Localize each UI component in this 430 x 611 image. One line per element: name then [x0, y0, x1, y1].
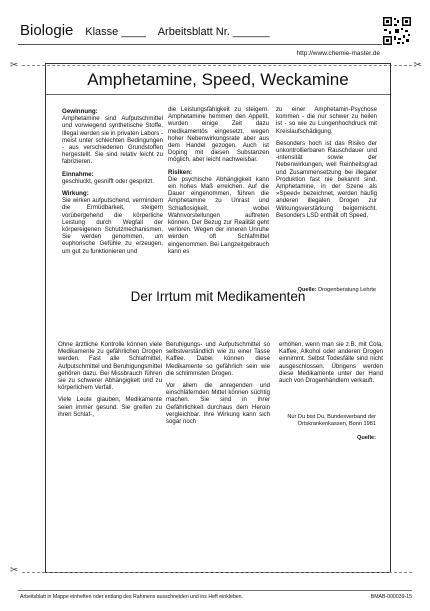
section-column-1	[58, 341, 162, 423]
section-title: Der Irrtum mit Medikamenten	[130, 289, 306, 304]
text-einnahme: geschluckt, gesnifft oder gespritzt.	[62, 177, 155, 185]
source-text: Drogenberatung Lehrte	[318, 287, 376, 293]
subject-label: Biologie	[20, 22, 74, 39]
header-rule	[18, 44, 412, 45]
article-column-1	[62, 106, 163, 260]
cut-line-bottom	[22, 572, 412, 573]
class-label: Klasse ____	[85, 26, 146, 38]
section-source-text: Nur Du bist Du, Bundesverband der Ortskrankenkassen, Bonn 1981	[287, 414, 376, 427]
text-kontrolle: Ohne ärztliche Kontrolle können viele Medikamente zu gefährlichen Drogen werden. Fast alle Schlafmittel, Aufputschmittel und Beruhigungsmittel gehören dazu. Bei Missbrauch führen sie zu schwerer Abhängigkeit und zu körperlichem Verfall.	[58, 341, 162, 392]
heading-risiken: Risiken:	[168, 168, 193, 176]
footer-code: BMAB-000039-15	[370, 594, 412, 600]
heading-wirkung: Wirkung:	[62, 190, 89, 198]
section-column-3	[279, 341, 383, 389]
text-psychose: zu einer Amphetamin-Psychose kommen - die nur schwer zu heilen ist - so wie zu Lungenhochdruck mit Kreislaufschädigung.	[276, 106, 377, 135]
website-url[interactable]: http://www.chemie-master.de	[296, 50, 380, 57]
sheet-label: Arbeitsblatt Nr. ______	[157, 26, 270, 38]
source-label: Quelle:	[297, 287, 317, 293]
heading-einnahme: Einnahme:	[62, 170, 94, 178]
section-column-2	[166, 341, 270, 430]
article-column-2	[168, 106, 269, 260]
footer-rule	[18, 590, 412, 591]
qr-code-icon	[382, 16, 412, 46]
text-glauben: Viele Leute glauben, Medikamente seien immer gesund. Sie greifen zu ihren Schlaf-,	[58, 396, 162, 418]
text-wirkung: Sie wirken aufputschend, vermindern die Ermüdbarkeit, steigern vorübergehend die körperliche Leistung durch Wegfall der körpereigenen Schutzmechanismen. Sie werden genommen, um euphorische Gefühle zu erzeugen, um gut zu funktionieren und	[62, 197, 163, 255]
header-title	[20, 22, 270, 39]
article-title: Amphetamine, Speed, Weckamine	[87, 70, 349, 89]
title-rule	[46, 94, 390, 95]
text-anregend: Vor allem die anregenden und einschläfernden Mittel können süchtig machen. Sie sind in ihrer Gefährlichkeit durchaus dem Heroin vergleichbar. Ihre Wirkung kann sich sogar noch	[166, 382, 270, 426]
article-frame	[45, 63, 391, 573]
text-risiken: Die psychische Abhängigkeit kann ein hohes Maß erreichen. Auf die Dauer eingenommen, führen die Amphetamine zu Unrast und Schlaflosigkeit, wobei Wahnvorstellungen auftreten können. Der Bezug zur Realität geht verloren. Wegen der inneren Unruhe werden oft Schlafmittel eingenommen. Bei Langzeitgebrauch kann es	[168, 175, 269, 255]
scissors-icon-bottom: ✂	[10, 565, 19, 576]
scissors-icon: ✂	[10, 60, 19, 71]
text-erhoehen: erhöhen, wenn man sie z.B. mit Cola, Kaffee, Alkohol oder anderen Drogen einnimmt. Selbst Todesfälle sind nicht ausgeschlossen. Übrigens werden diese Medikamente unter der Hand auch von Drogenhändlern verkauft.	[279, 341, 383, 385]
text-beruhigung: Beruhigungs- und Aufputschmittel so selbstverständlich wie zu einer Tasse Kaffee. Dabei können diese Medikamente so gefährlich sein wie die schlimmsten Drogen.	[166, 341, 270, 377]
text-gewinnung: Amphetamine sind Aufputschmittel und vorwiegend synthetische Stoffe. Illegal werden sie in privaten Labors - meist unter schlechten Bedingungen - aus verschiedenen Grundstoffen hergestellt. Sie sind relativ leicht zu fabrizieren.	[62, 115, 163, 166]
article-column-3	[276, 106, 377, 224]
section-source-label: Quelle:	[357, 435, 376, 441]
footer-instruction: Arbeitsblatt in Mappe einheften oder entlang des Rahmens ausschneiden und ins Heft einkleben.	[20, 594, 243, 600]
scissors-icon-right: ✂	[413, 60, 422, 71]
heading-gewinnung: Gewinnung:	[62, 108, 98, 115]
text-risiko: Besonders hoch ist das Risiko der unkontrollierbaren Rauschdauer und -intensität sowie der Nebenwirkungen, weil Reinheitsgrad und Zusammensetzung bei illegaler Produktion fast nie bekannt sind. Amphetamine, in der Szene als »Speed« bezeichnet, werden häufig anderen illegalen Drogen zur Wirkungsverstärkung beigemischt. Besonders LSD enthält oft Speed.	[276, 139, 377, 219]
section-source	[357, 435, 376, 441]
text-leistung: die Leistungsfähigkeit zu steigern. Amphetamine hemmen den Appetit, wurden einige Zeit dazu medikamentös eingesetzt, wegen hoher Nebenwirkungsrate aber aus dem Handel gezogen. Auch ist Doping mit diesen Substanzen möglich, aber leicht nachweisbar.	[168, 106, 269, 164]
